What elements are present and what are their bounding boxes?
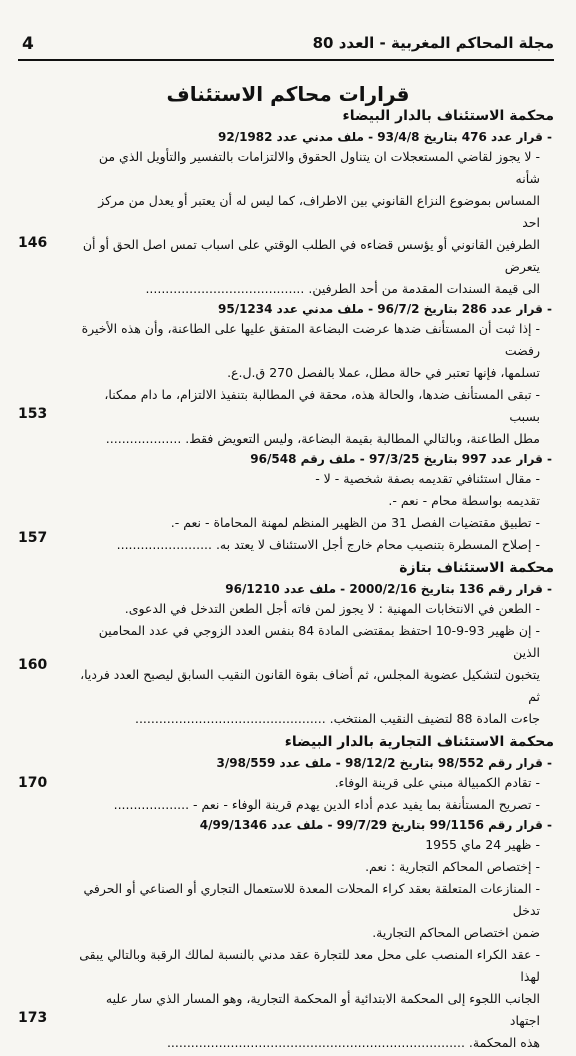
decision-text: المساس بموضوع النزاع القانوني بين الاطراف، كما ليس له أن يعتبر أو يعدل من مركز احد: [98, 193, 540, 230]
decision-heading: - قرار رقم 98/552 بتاريخ 98/12/2 - ملف عدد 3/98/559: [216, 756, 552, 770]
decision-text: تقديمه بواسطة محام - نعم -.: [388, 493, 540, 508]
journal-name: مجلة المحاكم المغربية - العدد 80: [312, 34, 554, 52]
decision-text: - تبقى المستأنف ضدها، والحالة هذه، محقة في المطالبة بتنفيذ الالتزام، ما دام ممكنا، بسبب: [104, 387, 540, 424]
page-reference: 160: [18, 657, 48, 673]
page-number: 4: [22, 34, 34, 54]
header-rule: [18, 59, 554, 61]
decision-text: - الطعن في الانتخابات المهنية : لا يجوز لمن فاته أجل الطعن التدخل في الدعوى.: [124, 601, 540, 616]
decision-entry: [18, 452, 554, 556]
decision-text: - مقال استئنافي تقديمه بصفة شخصية - لا -: [315, 471, 540, 486]
court-heading: محكمة الاستئناف التجارية بالدار البيضاء: [284, 734, 554, 750]
page-header: [18, 34, 554, 60]
decision-heading: - قرار عدد 286 بتاريخ 96/7/2 - ملف مدني عدد 95/1234: [218, 302, 552, 316]
decision-text: - عقد الكراء المنصب على محل معد للتجارة عقد مدني بالنسبة لمالك الرقبة وبالتالي يبقى لهذا: [79, 947, 540, 984]
decisions-content: [18, 104, 554, 1056]
decision-text: هذه المحكمة. ...........................................................................: [166, 1035, 540, 1050]
decision-text: مطل الطاعنة، وبالتالي المطالبة بقيمة البضاعة، وليس التعويض فقط. ...................: [105, 431, 540, 446]
page-reference: 153: [18, 406, 48, 422]
decision-entry: [18, 818, 554, 1054]
decision-text: الى قيمة السندات المقدمة من أحد الطرفين. ........................................: [145, 281, 540, 296]
decision-entry: [18, 582, 554, 730]
decision-text: ضمن اختصاص المحاكم التجارية.: [372, 925, 540, 940]
court-heading: محكمة الاستئناف بتازة: [399, 560, 554, 576]
decision-entry: [18, 756, 554, 816]
decision-text: - إختصاص المحاكم التجارية : نعم.: [365, 859, 540, 874]
decision-text: - تطبيق مقتضيات الفصل 31 من الظهير المنظم لمهنة المحاماة - نعم -.: [170, 515, 540, 530]
decision-heading: - قرار عدد 997 بتاريخ 97/3/25 - ملف رقم 96/548: [250, 452, 552, 466]
page-reference: 170: [18, 775, 48, 791]
decision-heading: - قرار عدد 476 بتاريخ 93/4/8 - ملف مدني عدد 92/1982: [218, 130, 552, 144]
decision-text: - تقادم الكمبيالة مبني على قرينة الوفاء.: [334, 775, 540, 790]
page-reference: 146: [18, 235, 48, 251]
decision-text: يتخبون لتشكيل عضوية المجلس، ثم أضاف بقوة القانون النقيب السابق ليصبح العدد فرديا، ثم: [80, 667, 540, 704]
decision-text: - إصلاح المسطرة بتنصيب محام خارج أجل الاستئناف لا يعتد به. ........................: [116, 537, 540, 552]
page-title: قرارات محاكم الاستئناف: [166, 82, 410, 106]
page-reference: 173: [18, 1010, 48, 1026]
decision-text: جاءت المادة 88 لتضيف النقيب المنتخب. ................................................: [134, 711, 540, 726]
decision-text: - ظهير 24 ماي 1955: [425, 837, 540, 852]
page-reference: 157: [18, 530, 48, 546]
court-heading: محكمة الاستئناف بالدار البيضاء: [342, 108, 554, 124]
decision-text: تسلمها، فإنها تعتبر في حالة مطل، عملا بالفصل 270 ق.ل.ع.: [227, 365, 540, 380]
decision-text: - تصريح المستأنفة بما يفيد عدم أداء الدين يهدم قرينة الوفاء - نعم - ...................: [113, 797, 540, 812]
decision-text: الطرفين القانوني أو يؤسس قضاءه في الطلب الوقتي على اسباب تمس اصل الحق أو أن يتعرض: [82, 237, 540, 274]
decision-text: - لا يجوز لقاضي المستعجلات ان يتناول الحقوق والالتزامات بالتفسير والتأويل الذي من شأنه: [98, 149, 540, 186]
decision-heading: - قرار رقم 99/1156 بتاريخ 99/7/29 - ملف عدد 4/99/1346: [199, 818, 552, 832]
decision-text: - إن ظهير 93-9-10 احتفظ بمقتضى المادة 84 بنفس العدد الزوجي في عدد المحامين الذين: [98, 623, 540, 660]
decision-text: - إذا ثبت أن المستأنف ضدها عرضت البضاعة المتفق عليها على الطاعنة، وأن هذه الأخيرة رفضت: [81, 321, 540, 358]
decision-entry: [18, 130, 554, 300]
decision-heading: - قرار رقم 136 بتاريخ 2000/2/16 - ملف عدد 96/1210: [225, 582, 552, 596]
decision-text: - المنازعات المتعلقة بعقد كراء المحلات المعدة للاستعمال التجاري أو الصناعي أو الحرفي تدخل: [83, 881, 540, 918]
decision-text: الجانب اللجوء إلى المحكمة الابتدائية أو المحكمة التجارية، وهو المسار الذي سار عليه اجتهاد: [105, 991, 540, 1028]
decision-entry: [18, 302, 554, 450]
